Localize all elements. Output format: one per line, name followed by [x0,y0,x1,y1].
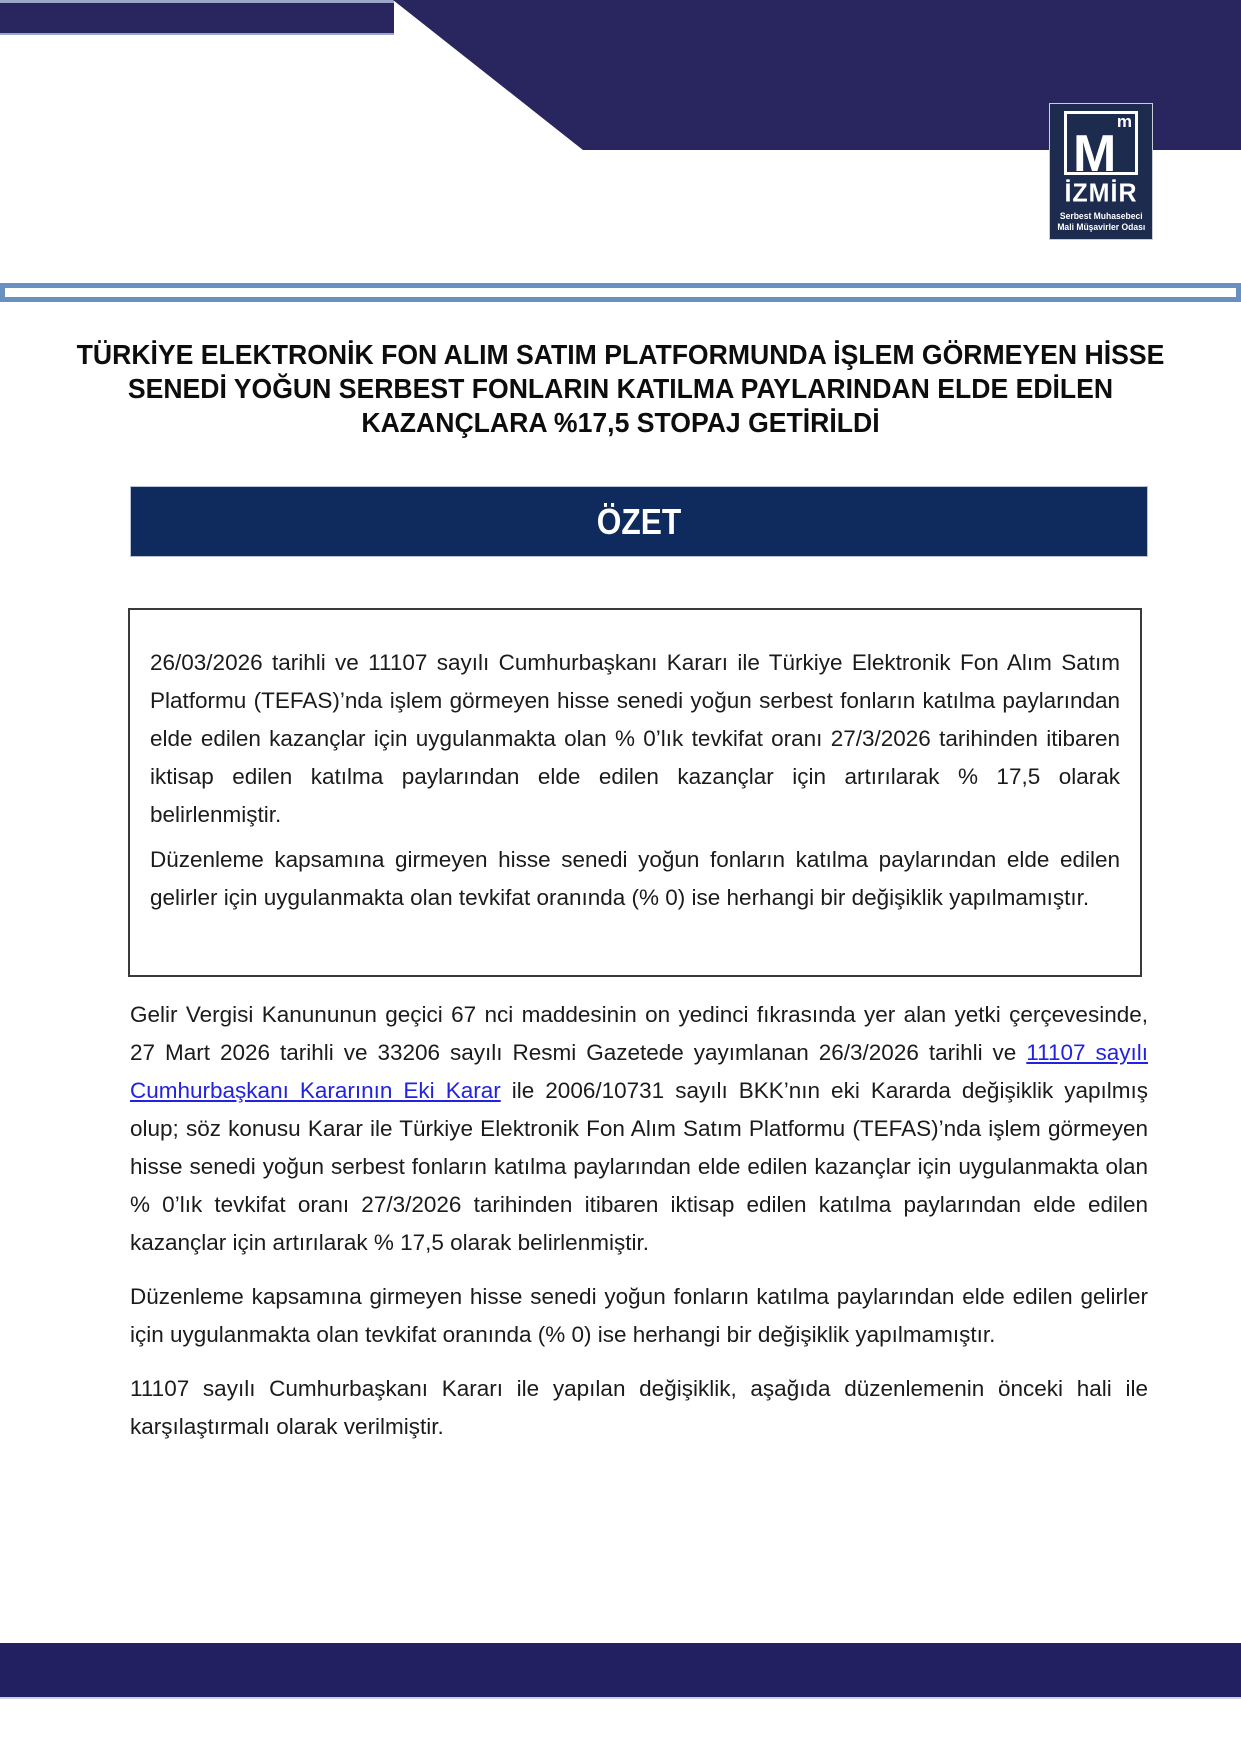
logo-m-superscript: m [1116,112,1132,131]
summary-box [128,608,1142,977]
body-paragraph-3: 11107 sayılı Cumhurbaşkanı Kararı ile yapılan değişiklik, aşağıda düzenlemenin önceki hali ile karşılaştırmalı olarak verilmiştir. [130,1376,1148,1439]
logo-org-line1: Serbest Muhasebeci [1059,211,1143,221]
ozet-banner-label: ÖZET [596,500,682,542]
summary-paragraph-1: 26/03/2026 tarihli ve 11107 sayılı Cumhurbaşkanı Kararı ile Türkiye Elektronik Fon Alım Satım Platformu (TEFAS)’nda işlem görmeyen hisse senedi yoğun serbest fonların katılma paylarından elde edilen kazançlar için uygulanmakta olan % 0’lık tevkifat oranı 27/3/2026 tarihinden itibaren iktisap edilen katılma paylarından elde edilen kazançlar için artırılarak % 17,5 olarak belirlenmiştir. [150,650,1120,827]
page-title-line2: SENEDİ YOĞUN SERBEST FONLARIN KATILMA PAYLARINDAN ELDE EDİLEN [127,373,1114,404]
logo-m-box [1064,111,1138,183]
izmir-smmm-logo [1049,103,1153,240]
logo-org-line2: Mali Müşavirler Odası [1057,222,1145,232]
page-title [40,338,1201,440]
header-left-band [0,0,394,35]
body-text [130,996,1148,1462]
decree-annex-link[interactable]: 11107 sayılı Cumhurbaşkanı Kararının Eki Karar [130,1040,1149,1103]
page-title-line1: TÜRKİYE ELEKTRONİK FON ALIM SATIM PLATFORMUNDA İŞLEM GÖRMEYEN HİSSE [76,339,1165,370]
horizontal-rule [0,283,1241,302]
summary-paragraph-2: Düzenleme kapsamına girmeyen hisse senedi yoğun fonların katılma paylarından elde edilen gelirler için uygulanmakta olan tevkifat oranında (% 0) ise herhangi bir değişiklik yapılmamıştır. [150,847,1120,910]
page-title-line3: KAZANÇLARA %17,5 STOPAJ GETİRİLDİ [361,407,880,438]
logo-city-name: İZMİR [1064,178,1138,208]
body-paragraph-1 [130,996,1148,1262]
body-paragraph-1-text-after: ile 2006/10731 sayılı BKK’nın eki Kararda değişiklik yapılmış olup; söz konusu Karar ile Türkiye Elektronik Fon Alım Satım Platformu (TEFAS)’nda işlem görmeyen hisse senedi yoğun serbest fonların katılma paylarından elde edilen kazançlar için uygulanmakta olan % 0’lık tevkifat oranı 27/3/2026 tarihinden itibaren iktisap edilen katılma paylarından elde edilen kazançlar için artırılarak % 17,5 olarak belirlenmiştir. [130,1078,1148,1255]
logo-org-name [1057,211,1145,233]
logo-m-letter: M [1073,125,1115,183]
body-paragraph-1-text-before: Gelir Vergisi Kanununun geçici 67 nci maddesinin on yedinci fıkrasında yer alan yetki çerçevesinde, 27 Mart 2026 tarihli ve 33206 sayılı Resmi Gazetede yayımlanan 26/3/2026 tarihli ve [130,1002,1148,1065]
footer-band [0,1643,1241,1699]
body-paragraph-2: Düzenleme kapsamına girmeyen hisse senedi yoğun fonların katılma paylarından elde edilen gelirler için uygulanmakta olan tevkifat oranında (% 0) ise herhangi bir değişiklik yapılmamıştır. [130,1284,1148,1347]
ozet-banner [130,486,1148,557]
